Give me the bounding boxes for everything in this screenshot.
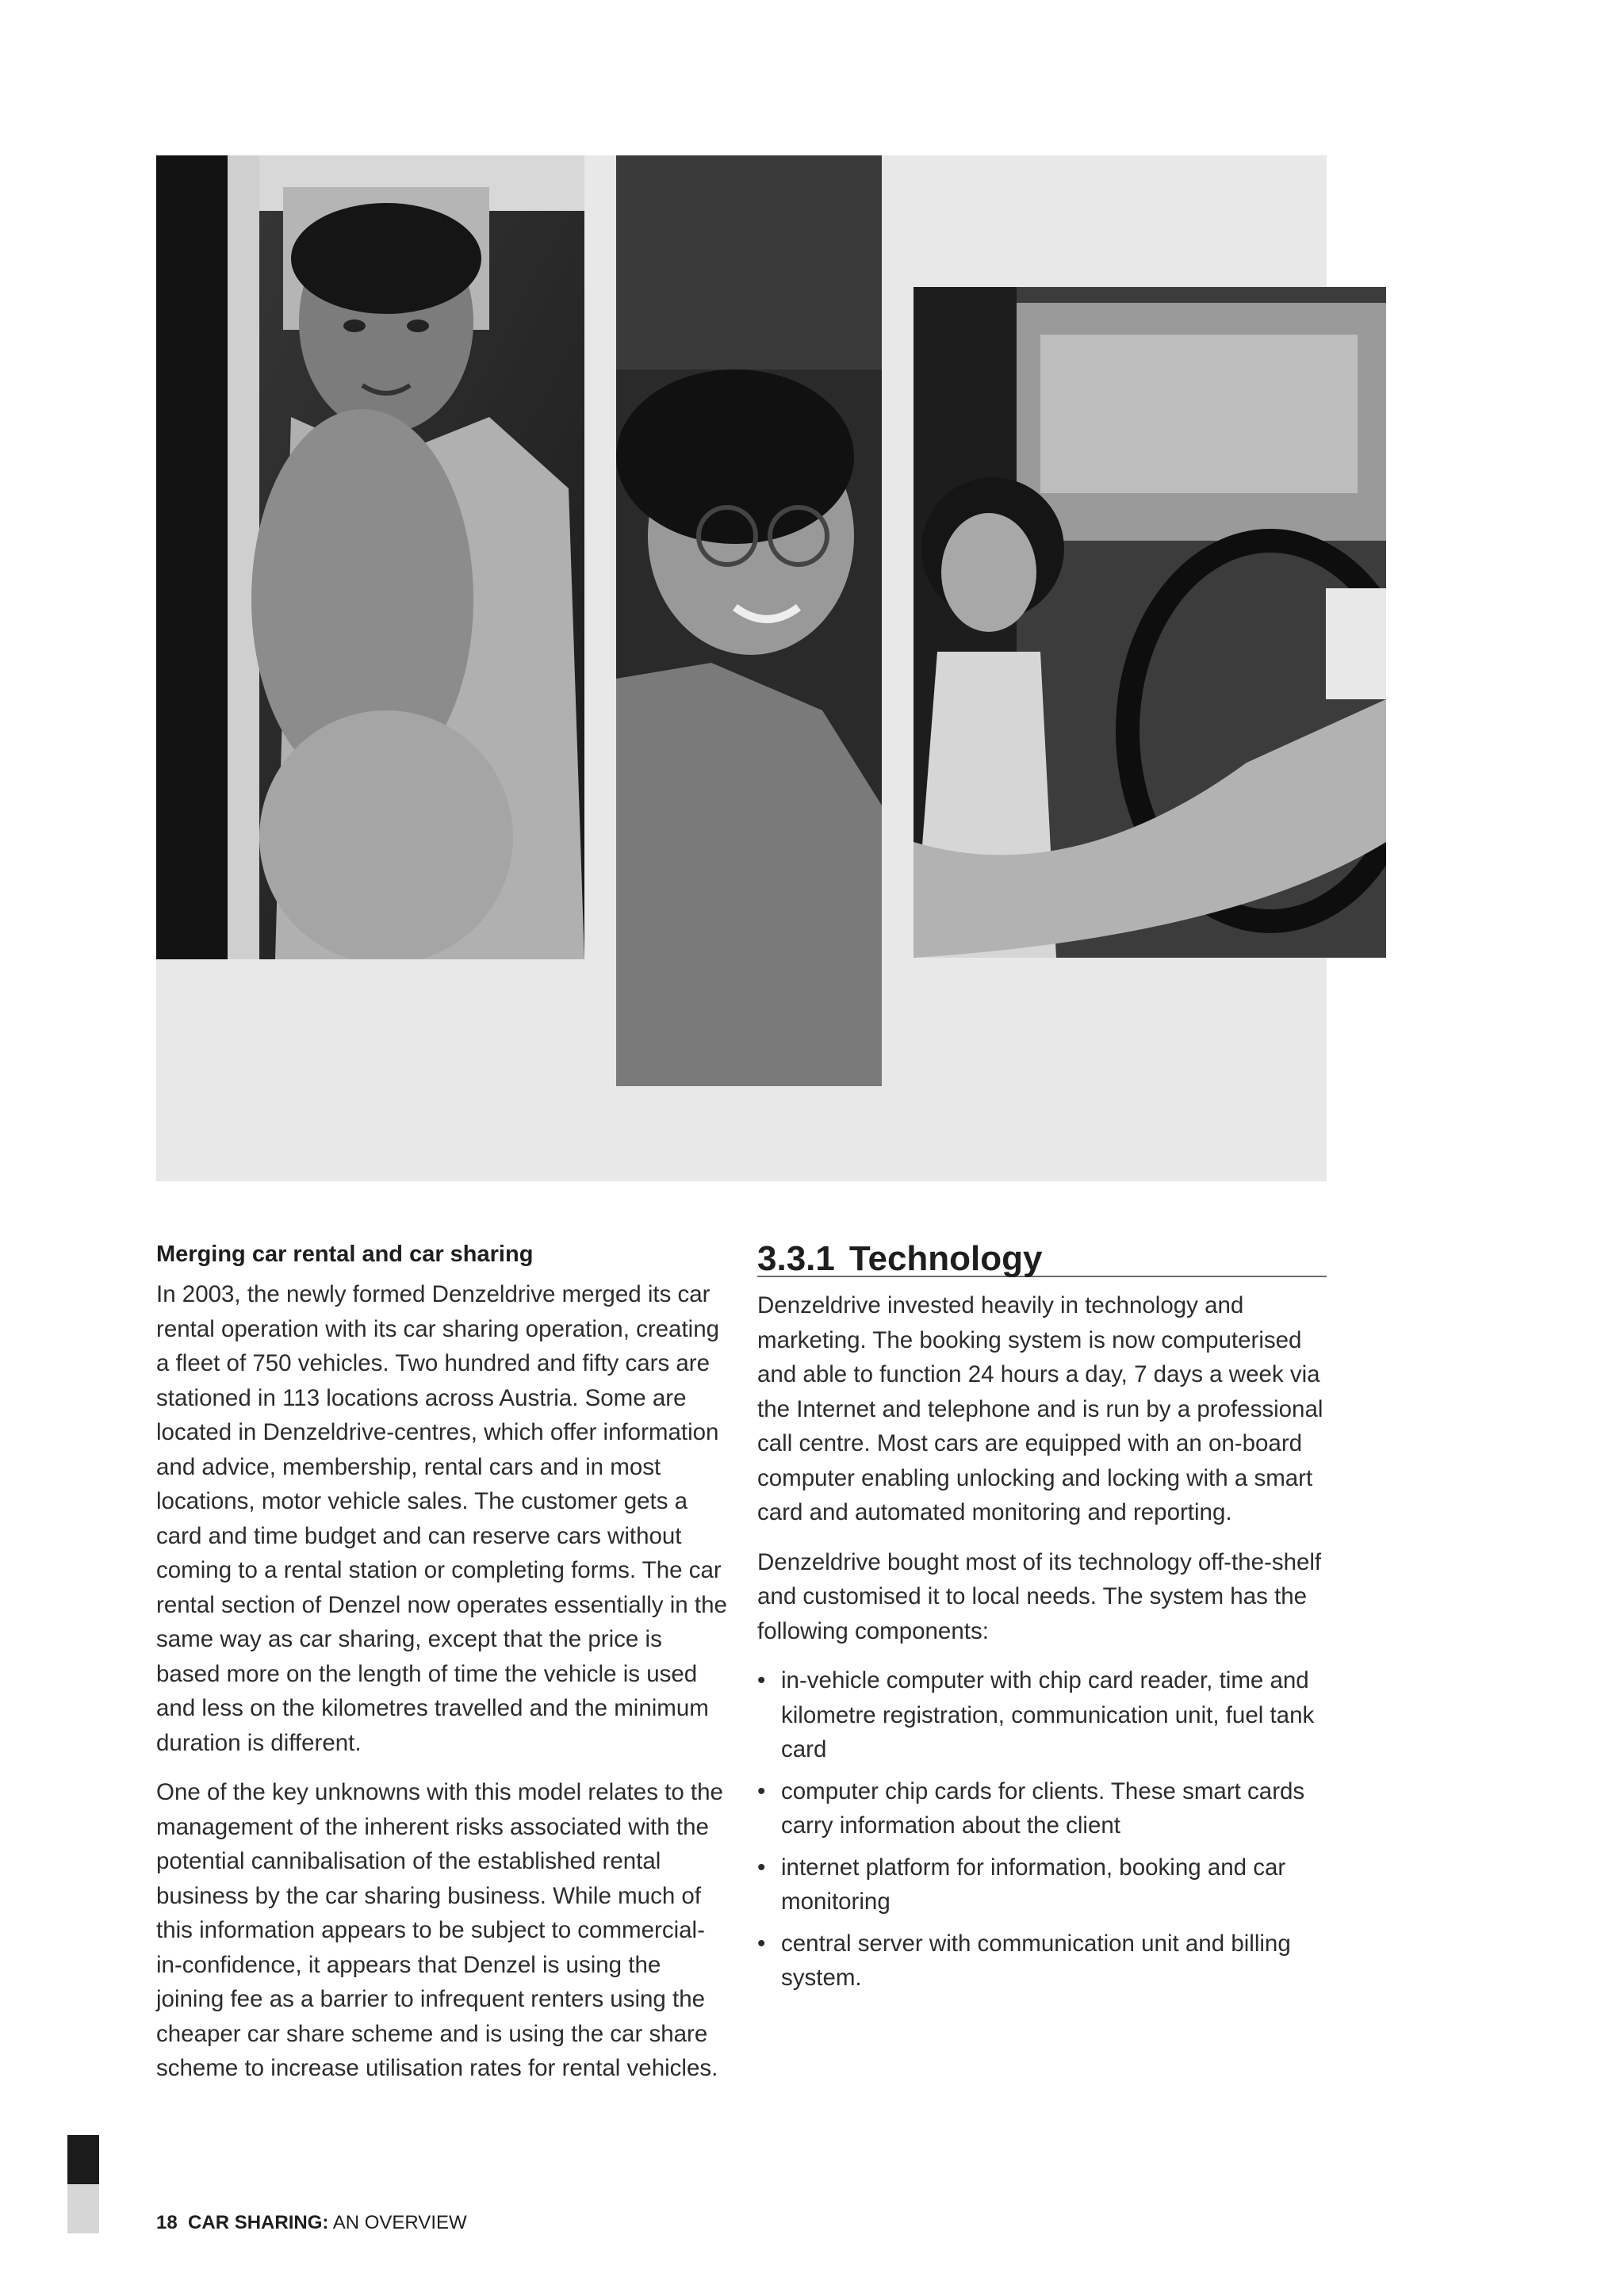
page-footer (156, 2211, 467, 2235)
page-tab-marker-dark (67, 2135, 99, 2184)
paragraph: Denzeldrive invested heavily in technology and marketing. The booking system is now computerised and able to function 24 hours a day, 7 days a week via the Internet and telephone and is run by a professional call centre. Most cars are equipped with an on-board computer enabling unlocking and locking with a smart card and automated monitoring and reporting. (757, 1292, 1323, 1525)
right-column (757, 1239, 1327, 2003)
list-item: • in-vehicle computer with chip card reader, time and kilometre registration, communication unit, fuel tank card (757, 1663, 1327, 1767)
photo-girl-steering-wheel (914, 287, 1386, 958)
section-number: 3.3.1 (757, 1239, 835, 1278)
list-item: • computer chip cards for clients. These smart cards carry information about the client (757, 1774, 1327, 1843)
page-tab-marker-light (67, 2184, 99, 2233)
section-heading (757, 1239, 1327, 1277)
list-item: • internet platform for information, booking and car monitoring (757, 1850, 1327, 1919)
photo-woman-smiling (616, 155, 882, 1086)
paragraph: In 2003, the newly formed Denzeldrive merged its car rental operation with its car sharing operation, creating a fleet of 750 vehicles. Two hundred and fifty cars are stationed in 113 locations across Austria. Some are located in Denzeldrive-centres, which offer information and advice, membership, rental cars and in most locations, motor vehicle sales. The customer gets a card and time budget and can reserve cars without coming to a rental station or completing forms. The car rental section of Denzel now operates essentially in the same way as car sharing, except that the price is based more on the length of time the vehicle is used and less on the kilometres travelled and the minimum duration is different. (156, 1281, 727, 1756)
footer-title-rest: AN OVERVIEW (332, 2212, 467, 2233)
section-title: Technology (848, 1239, 1043, 1278)
list-item: • central server with communication unit and billing system. (757, 1927, 1327, 1996)
footer-title-bold: CAR SHARING: (188, 2212, 329, 2233)
paragraph: Denzeldrive bought most of its technology off-the-shelf and customised it to local needs. The system has the following components: (757, 1548, 1322, 1644)
photo-boy-in-car (156, 155, 584, 959)
subheading-merging: Merging car rental and car sharing (156, 1242, 534, 1267)
paragraph: One of the key unknowns with this model relates to the management of the inherent risks associated with the potential cannibalisation of the established rental business by the car sharing business. While much of this information appears to be subject to commercial-in-confidence, it appears that Denzel is using the joining fee as a barrier to infrequent renters using the cheaper car share scheme and is using the car share scheme to increase utilisation rates for rental vehicles. (156, 1779, 723, 2081)
component-list (757, 1663, 1327, 1996)
left-column (156, 1239, 727, 2101)
page-number: 18 (156, 2212, 178, 2233)
